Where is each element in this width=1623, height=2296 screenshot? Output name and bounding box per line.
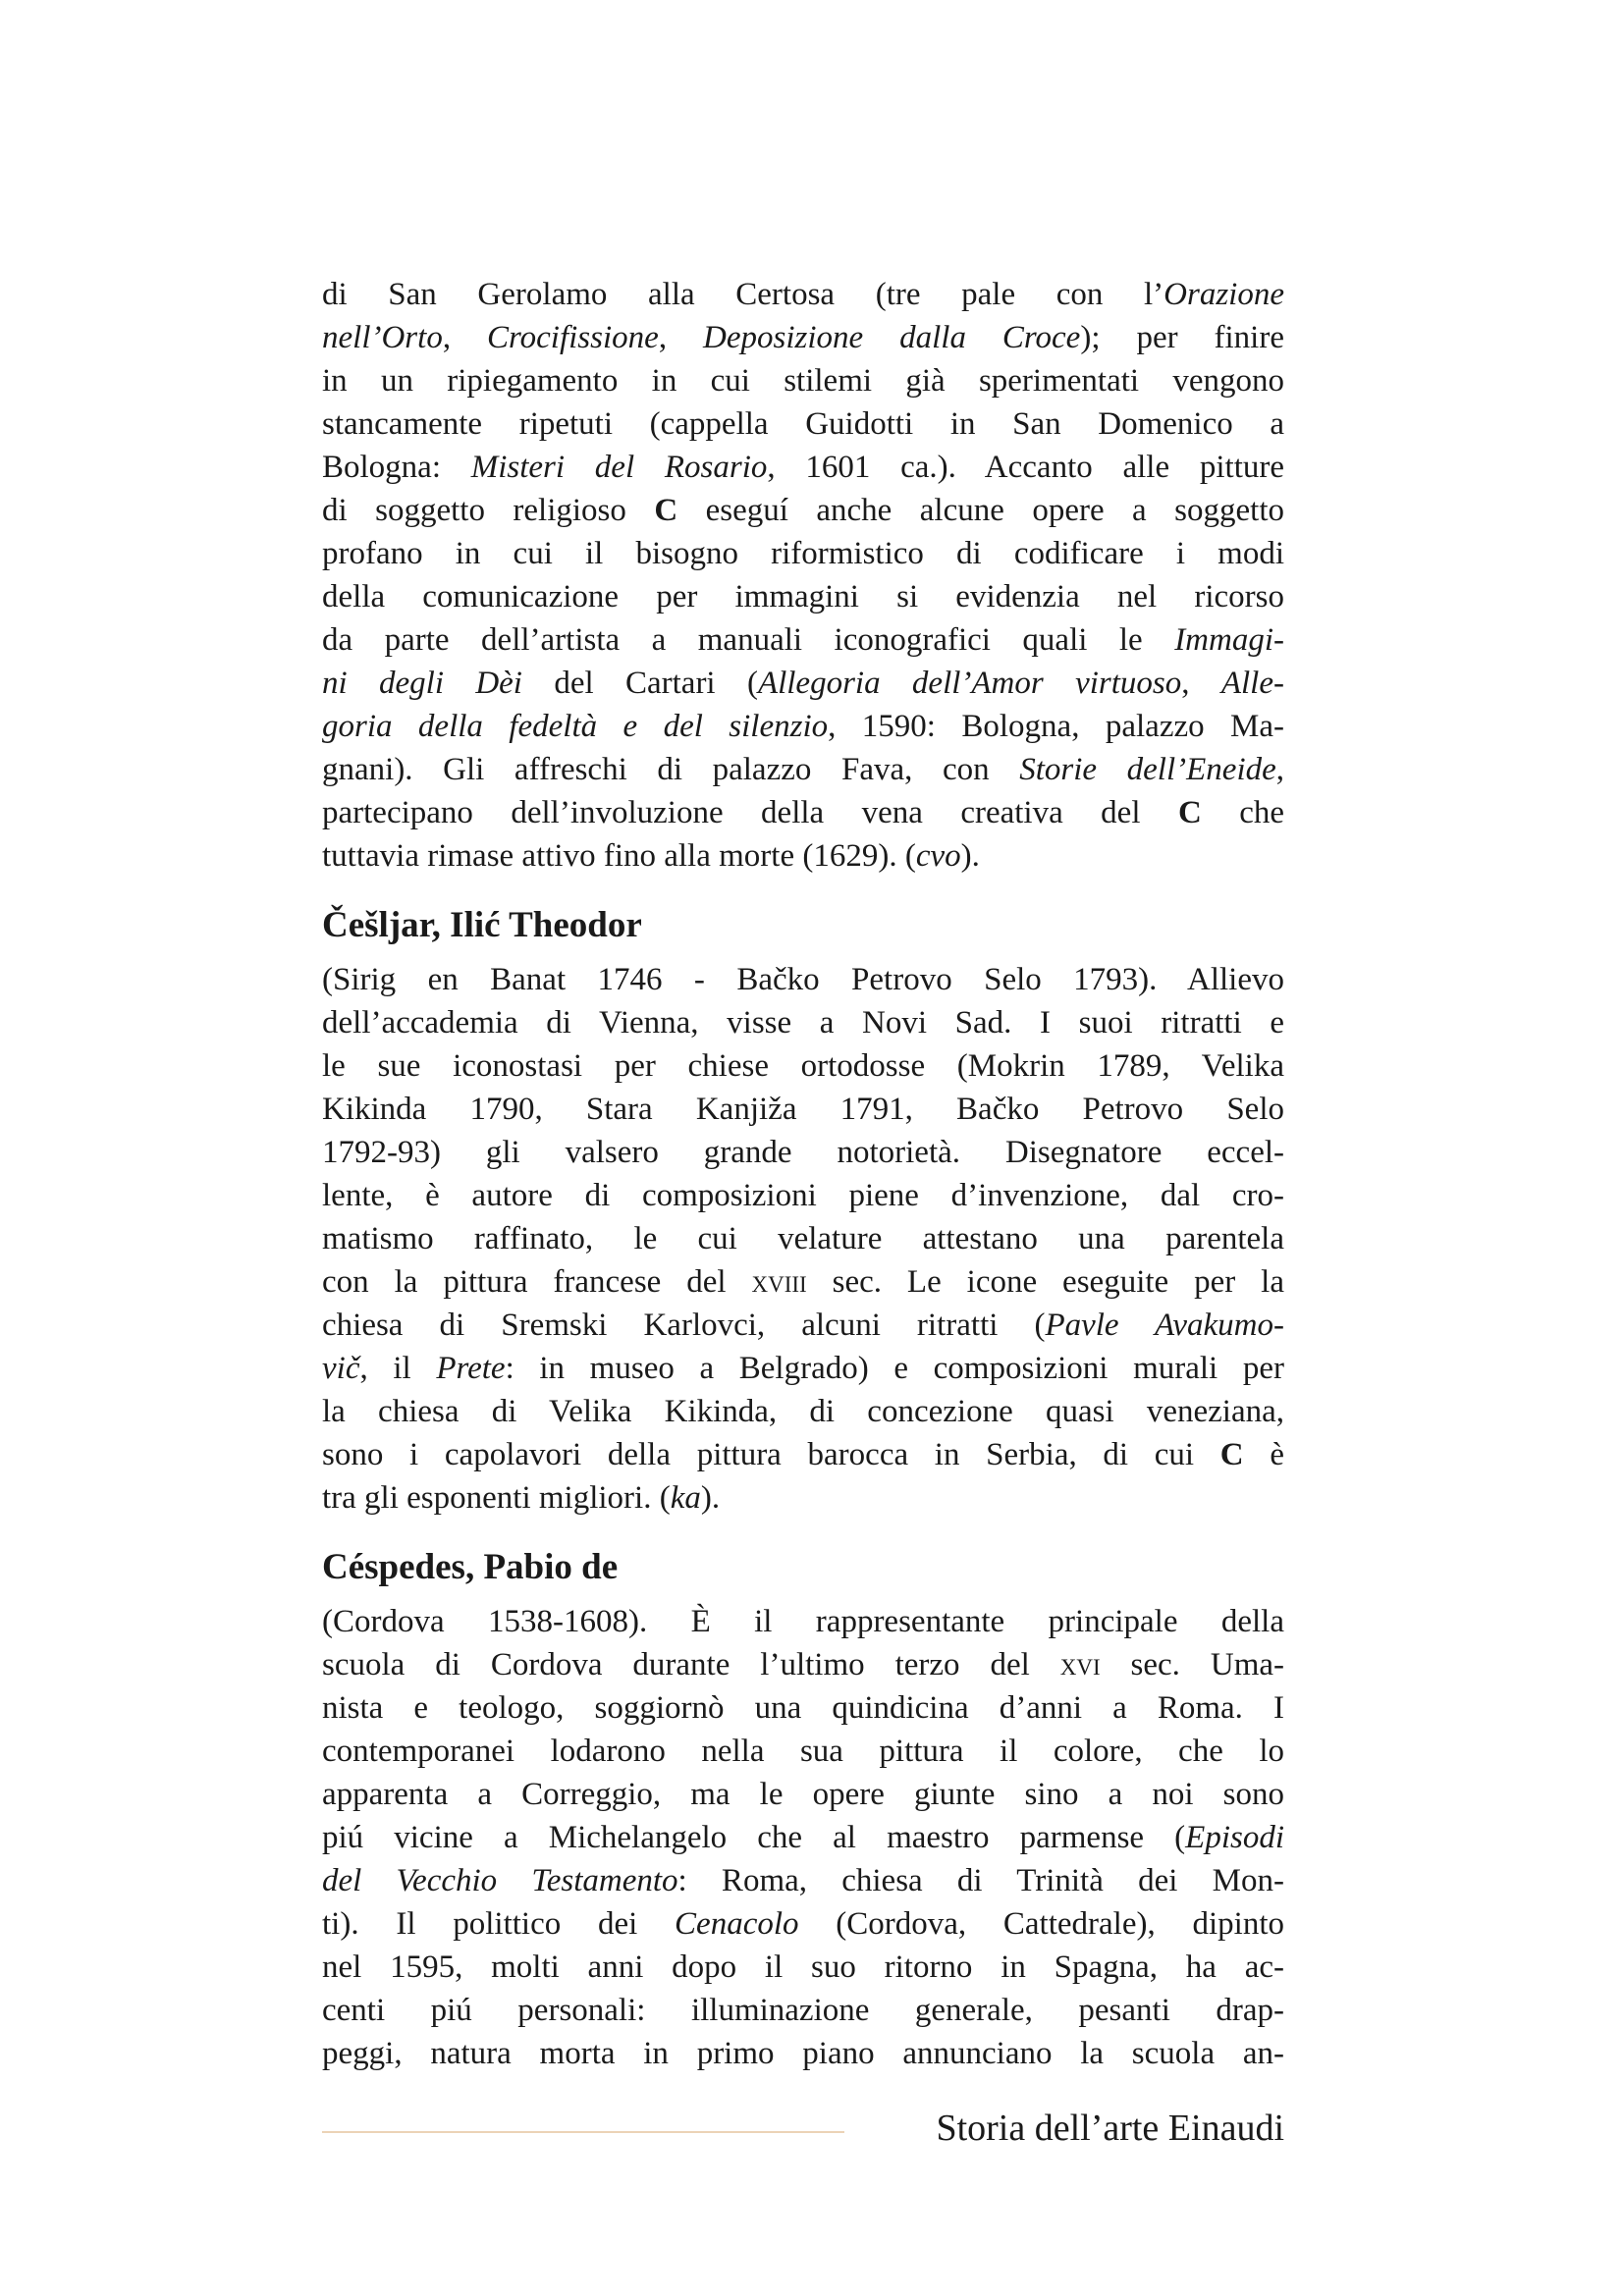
- text-line: 1792-93) gli valsero grande notorietà. Disegnatore eccel-: [322, 1135, 1284, 1170]
- text-line: (Sirig en Banat 1746 - Bačko Petrovo Selo 1793). Allievo: [322, 962, 1284, 997]
- text-line: tuttavia rimase attivo fino alla morte (1629). (cvo).: [322, 838, 980, 874]
- text-line: partecipano dell’involuzione della vena creativa del C che: [322, 795, 1285, 830]
- text-line: gnani). Gli affreschi di palazzo Fava, con Storie dell’Eneide,: [322, 752, 1285, 787]
- text-line: vič, il Prete: in museo a Belgrado) e composizioni murali per: [322, 1351, 1284, 1386]
- text-line: nell’Orto, Crocifissione, Deposizione dalla Croce); per finire: [322, 320, 1284, 355]
- entry-headword: Češljar, Ilić Theodor: [322, 905, 642, 945]
- text-line: piú vicine a Michelangelo che al maestro parmense (Episodi: [322, 1820, 1284, 1855]
- text-line: da parte dell’artista a manuali iconografici quali le Immagi-: [322, 622, 1284, 658]
- text-line: di San Gerolamo alla Certosa (tre pale con l’Orazione: [322, 277, 1284, 312]
- entry-headword: Céspedes, Pabio de: [322, 1547, 619, 1587]
- text-line: (Cordova 1538-1608). È il rappresentante principale della: [322, 1604, 1284, 1639]
- text-line: peggi, natura morta in primo piano annunciano la scuola an-: [322, 2036, 1284, 2071]
- text-line: contemporanei lodarono nella sua pittura il colore, che lo: [322, 1734, 1284, 1769]
- text-line: Bologna: Misteri del Rosario, 1601 ca.). Accanto alle pitture: [322, 450, 1284, 485]
- text-line: in un ripiegamento in cui stilemi già sperimentati vengono: [322, 363, 1284, 399]
- text-line: goria della fedeltà e del silenzio, 1590: Bologna, palazzo Ma-: [322, 709, 1285, 744]
- text-line: della comunicazione per immagini si evidenzia nel ricorso: [322, 579, 1284, 614]
- text-line: Kikinda 1790, Stara Kanjiža 1791, Bačko Petrovo Selo: [322, 1092, 1284, 1127]
- text-line: chiesa di Sremski Karlovci, alcuni ritratti (Pavle Avakumo-: [322, 1308, 1284, 1343]
- text-line: stancamente ripetuti (cappella Guidotti in San Domenico a: [322, 406, 1284, 442]
- text-line: del Vecchio Testamento: Roma, chiesa di Trinità dei Mon-: [322, 1863, 1284, 1898]
- text-line: ti). Il polittico dei Cenacolo (Cordova, Cattedrale), dipinto: [322, 1906, 1284, 1942]
- footer-title: Storia dell’arte Einaudi: [936, 2108, 1284, 2149]
- text-line: centi piú personali: illuminazione generale, pesanti drap-: [322, 1993, 1284, 2028]
- text-line: di soggetto religioso C eseguí anche alcune opere a soggetto: [322, 493, 1284, 528]
- text-line: la chiesa di Velika Kikinda, di concezione quasi veneziana,: [322, 1394, 1284, 1429]
- text-line: profano in cui il bisogno riformistico di codificare i modi: [322, 536, 1284, 571]
- text-line: scuola di Cordova durante l’ultimo terzo del xvi sec. Uma-: [322, 1647, 1284, 1682]
- text-line: le sue iconostasi per chiese ortodosse (Mokrin 1789, Velika: [322, 1048, 1284, 1084]
- text-line: dell’accademia di Vienna, visse a Novi Sad. I suoi ritratti e: [322, 1005, 1284, 1041]
- entry-2: [322, 1545, 1284, 2075]
- text-line: matismo raffinato, le cui velature attestano una parentela: [322, 1221, 1284, 1256]
- entry-0: [322, 273, 1284, 878]
- text-line: apparenta a Correggio, ma le opere giunte sino a noi sono: [322, 1777, 1284, 1812]
- text-line: lente, è autore di composizioni piene d’invenzione, dal cro-: [322, 1178, 1284, 1213]
- text-line: con la pittura francese del xviii sec. Le icone eseguite per la: [322, 1264, 1284, 1300]
- text-line: tra gli esponenti migliori. (ka).: [322, 1480, 721, 1516]
- entry-1: [322, 903, 1284, 1520]
- text-line: sono i capolavori della pittura barocca in Serbia, di cui C è: [322, 1437, 1284, 1472]
- footer-rule: [322, 2131, 844, 2133]
- text-line: nel 1595, molti anni dopo il suo ritorno in Spagna, ha ac-: [322, 1949, 1284, 1985]
- text-column: [322, 273, 1284, 2075]
- text-line: nista e teologo, soggiornò una quindicina d’anni a Roma. I: [322, 1690, 1284, 1726]
- text-line: ni degli Dèi del Cartari (Allegoria dell’Amor virtuoso, Alle-: [322, 666, 1284, 701]
